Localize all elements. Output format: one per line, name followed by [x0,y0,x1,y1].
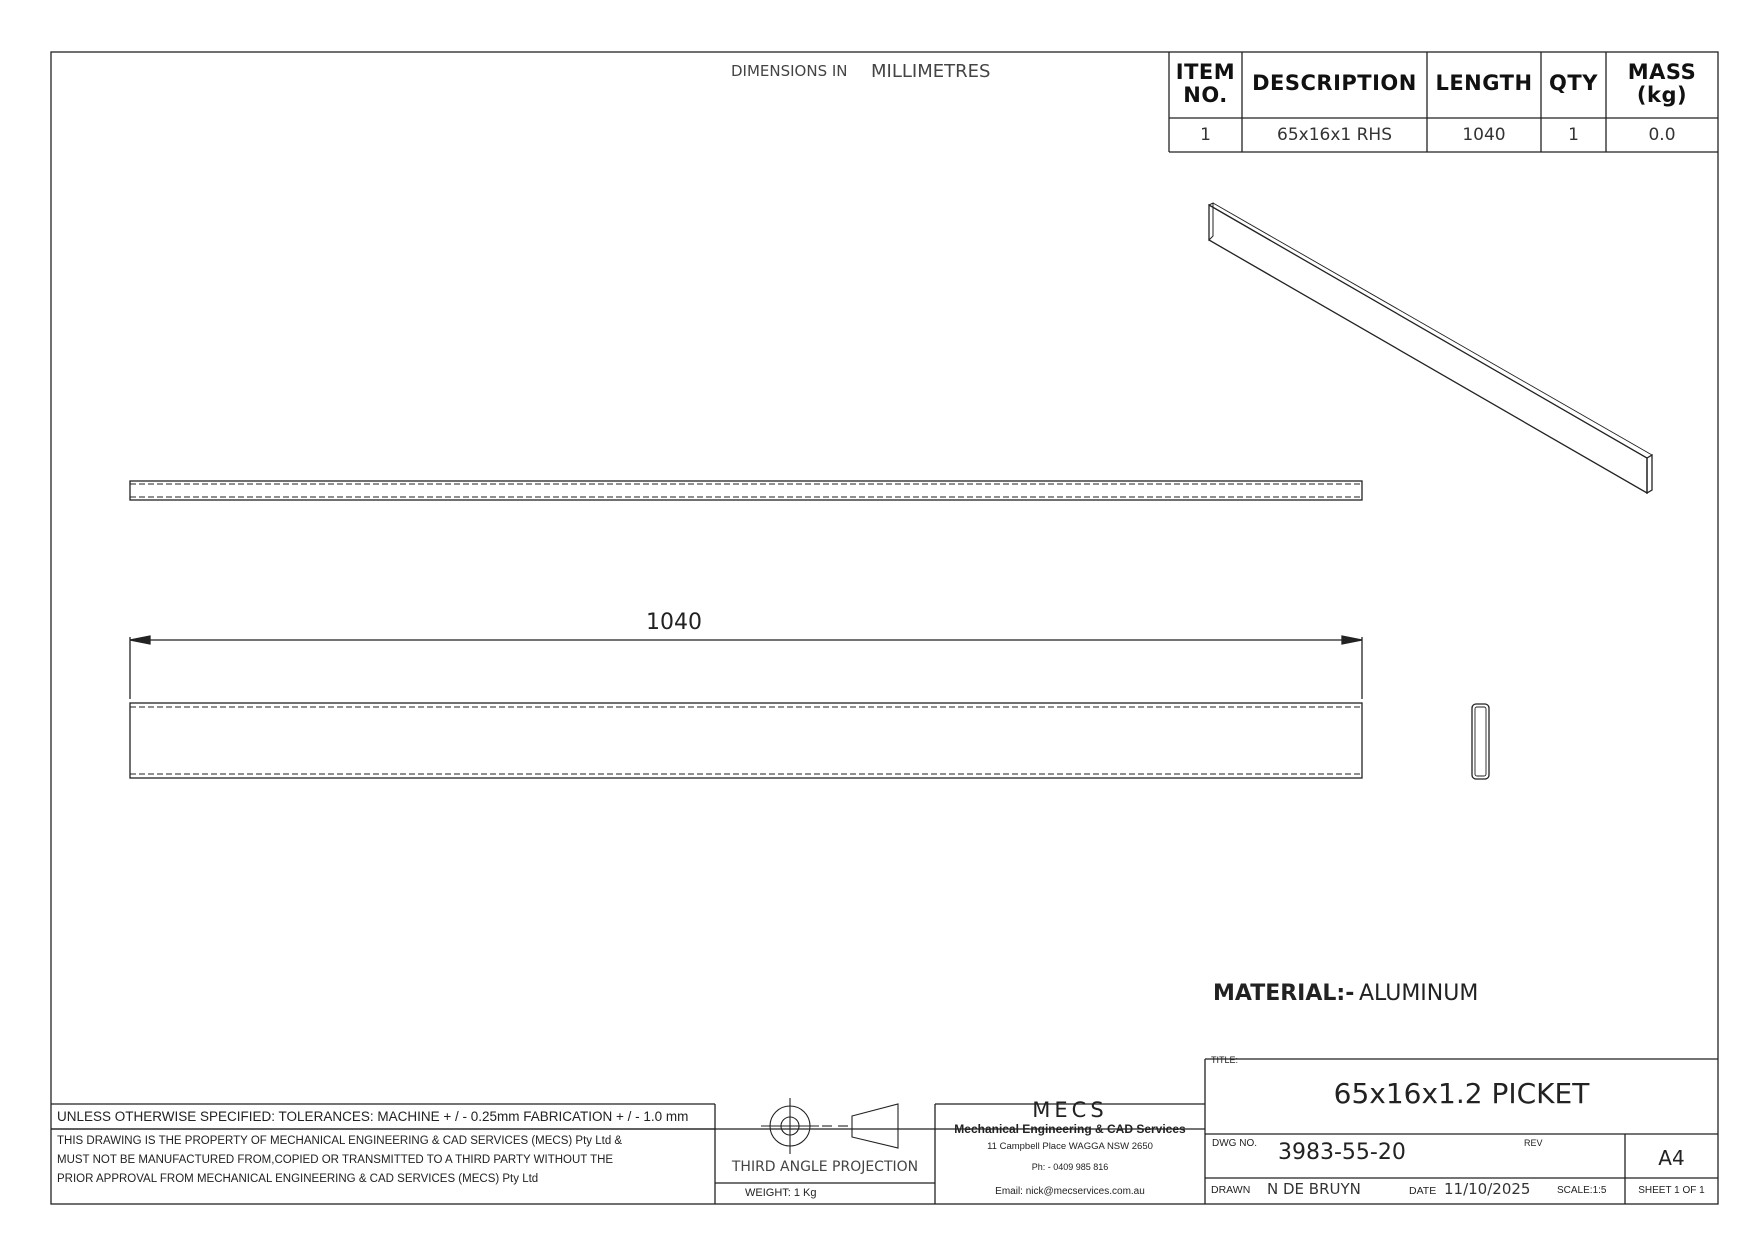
isometric-view [1209,203,1652,493]
scale-label: SCALE:1:5 [1557,1185,1607,1196]
bom-header-length: LENGTH [1435,71,1533,95]
rev-label: REV [1524,1138,1543,1148]
front-view [130,703,1362,778]
sheet-size: A4 [1658,1146,1685,1170]
bom-header-description: DESCRIPTION [1252,71,1417,95]
drawing-border [51,52,1718,1204]
drawn-label: DRAWN [1211,1184,1251,1196]
bom-cell-item: 1 [1200,125,1211,145]
bom-header-item: ITEM NO. [1175,60,1236,107]
weight-label: WEIGHT: 1 Kg [745,1187,817,1199]
top-view [130,481,1362,500]
company-logo: MECS [1032,1098,1108,1122]
drawn-by: N DE BRUYN [1267,1180,1361,1198]
bom-cell-mass: 0.0 [1648,125,1676,145]
company-address: 11 Campbell Place WAGGA NSW 2650 [987,1141,1153,1152]
bom-cell-qty: 1 [1568,125,1579,145]
company-phone: Ph: - 0409 985 816 [1031,1162,1109,1172]
units-value: MILLIMETRES [871,61,991,82]
bom-header-mass: MASS (kg) [1627,60,1697,107]
bom-cell-description: 65x16x1 RHS [1277,125,1392,145]
side-view [1472,704,1489,779]
property-notice-line-1: THIS DRAWING IS THE PROPERTY OF MECHANICAL ENGINEERING & CAD SERVICES (MECS) Pty Ltd & [57,1135,623,1147]
units-label: DIMENSIONS IN [731,62,848,80]
date-label: DATE [1409,1185,1437,1197]
drawing-title: 65x16x1.2 PICKET [1333,1077,1590,1110]
dwg-no-value: 3983-55-20 [1278,1140,1406,1165]
bom-header-qty: QTY [1549,71,1598,95]
company-email: Email: nick@mecservices.com.au [995,1186,1145,1197]
dwg-no-label: DWG NO. [1212,1138,1257,1149]
length-dimension-line [130,636,1362,699]
material-value: ALUMINUM [1359,981,1479,1006]
tolerances-note: UNLESS OTHERWISE SPECIFIED: TOLERANCES: MACHINE + / - 0.25mm FABRICATION + / - 1.0 mm [57,1109,689,1124]
sheet-number: SHEET 1 OF 1 [1638,1185,1705,1196]
length-dimension-text: 1040 [646,610,702,635]
property-notice-line-3: PRIOR APPROVAL FROM MECHANICAL ENGINEERING & CAD SERVICES (MECS) Pty Ltd [57,1173,539,1185]
projection-label: THIRD ANGLE PROJECTION [731,1159,919,1175]
projection-symbol [761,1098,898,1154]
company-name: Mechanical Engineering & CAD Services [954,1122,1186,1136]
date-value: 11/10/2025 [1444,1180,1531,1198]
bom-cell-length: 1040 [1462,125,1506,145]
property-notice-line-2: MUST NOT BE MANUFACTURED FROM,COPIED OR TRANSMITTED TO A THIRD PARTY WITHOUT THE [57,1154,614,1166]
title-label: TITLE: [1211,1055,1239,1065]
material-label: MATERIAL:- [1213,981,1355,1006]
